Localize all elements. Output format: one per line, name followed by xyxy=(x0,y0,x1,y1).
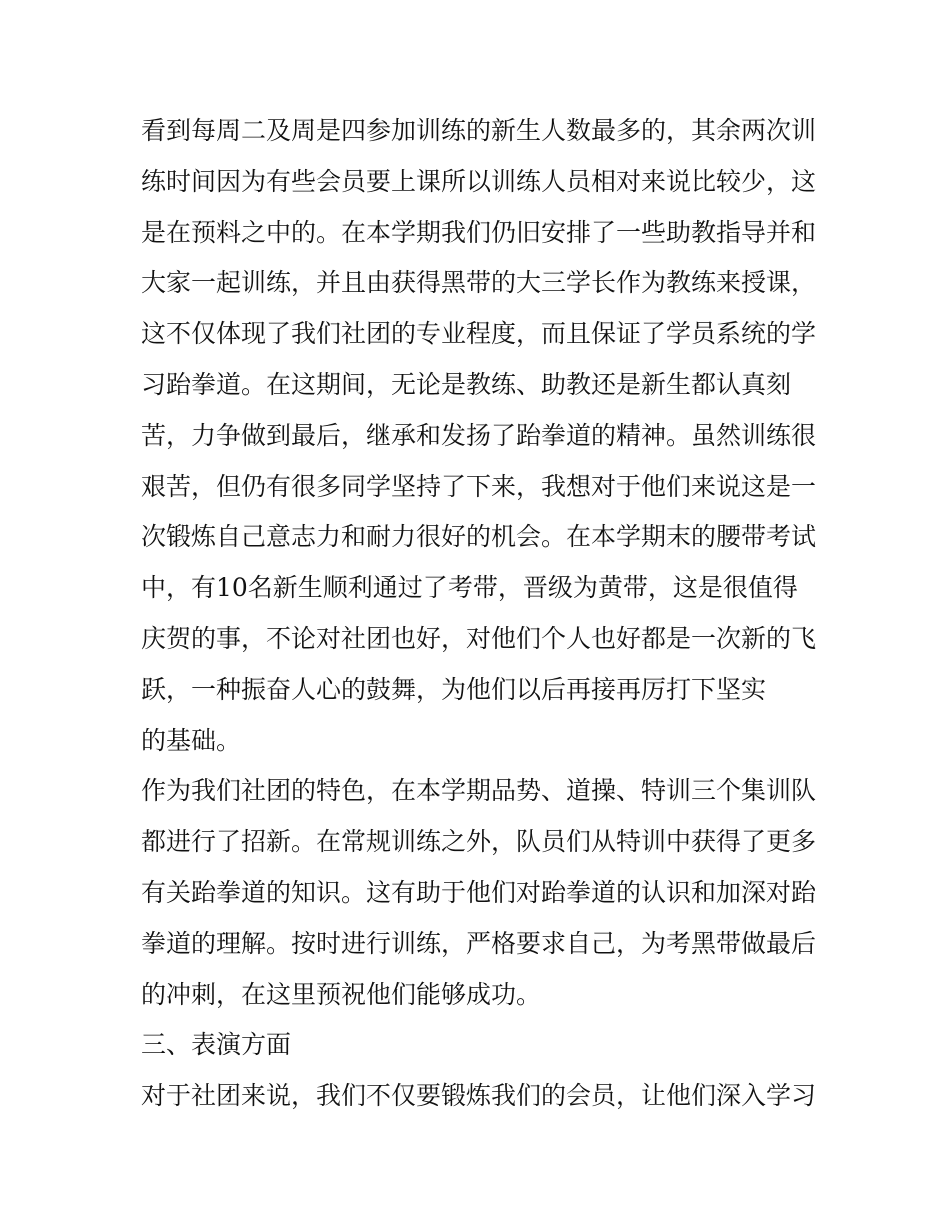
text-line: 大家一起训练，并且由获得黑带的大三学长作为教练来授课， xyxy=(141,268,817,298)
text-line: 拳道的理解。按时进行训练，严格要求自己，为考黑带做最后 xyxy=(141,928,817,958)
text-line: 这不仅体现了我们社团的专业程度，而且保证了学员系统的学 xyxy=(141,319,817,349)
text-line: 苦，力争做到最后，继承和发扬了跆拳道的精神。虽然训练很 xyxy=(141,420,817,450)
text-line: 庆贺的事，不论对社团也好，对他们个人也好都是一次新的飞 xyxy=(141,623,817,653)
text-line: 对于社团来说，我们不仅要锻炼我们的会员，让他们深入学习 xyxy=(141,1081,817,1111)
text-line: 习跆拳道。在这期间，无论是教练、助教还是新生都认真刻 xyxy=(141,369,792,399)
text-line: 的基础。 xyxy=(141,725,242,755)
text-line: 有关跆拳道的知识。这有助于他们对跆拳道的认识和加深对跆 xyxy=(141,877,817,907)
text-line: 中，有10名新生顺利通过了考带，晋级为黄带，这是很值得 xyxy=(141,573,798,603)
text-line: 次锻炼自己意志力和耐力很好的机会。在本学期末的腰带考试 xyxy=(141,522,817,552)
text-line: 作为我们社团的特色，在本学期品势、道操、特训三个集训队 xyxy=(141,776,817,806)
text-line: 都进行了招新。在常规训练之外，队员们从特训中获得了更多 xyxy=(141,827,817,857)
section-heading: 三、表演方面 xyxy=(141,1030,292,1060)
text-line: 看到每周二及周是四参加训练的新生人数最多的，其余两次训 xyxy=(141,116,817,145)
text-line: 练时间因为有些会员要上课所以训练人员相对来说比较少，这 xyxy=(141,166,817,196)
text-line: 艰苦，但仍有很多同学坚持了下来，我想对于他们来说这是一 xyxy=(141,471,817,501)
text-line: 的冲刺，在这里预祝他们能够成功。 xyxy=(141,979,542,1009)
text-line: 是在预料之中的。在本学期我们仍旧安排了一些助教指导并和 xyxy=(141,217,817,247)
body-text xyxy=(141,106,817,1122)
text-line: 跃，一种振奋人心的鼓舞，为他们以后再接再厉打下坚实 xyxy=(141,674,767,704)
